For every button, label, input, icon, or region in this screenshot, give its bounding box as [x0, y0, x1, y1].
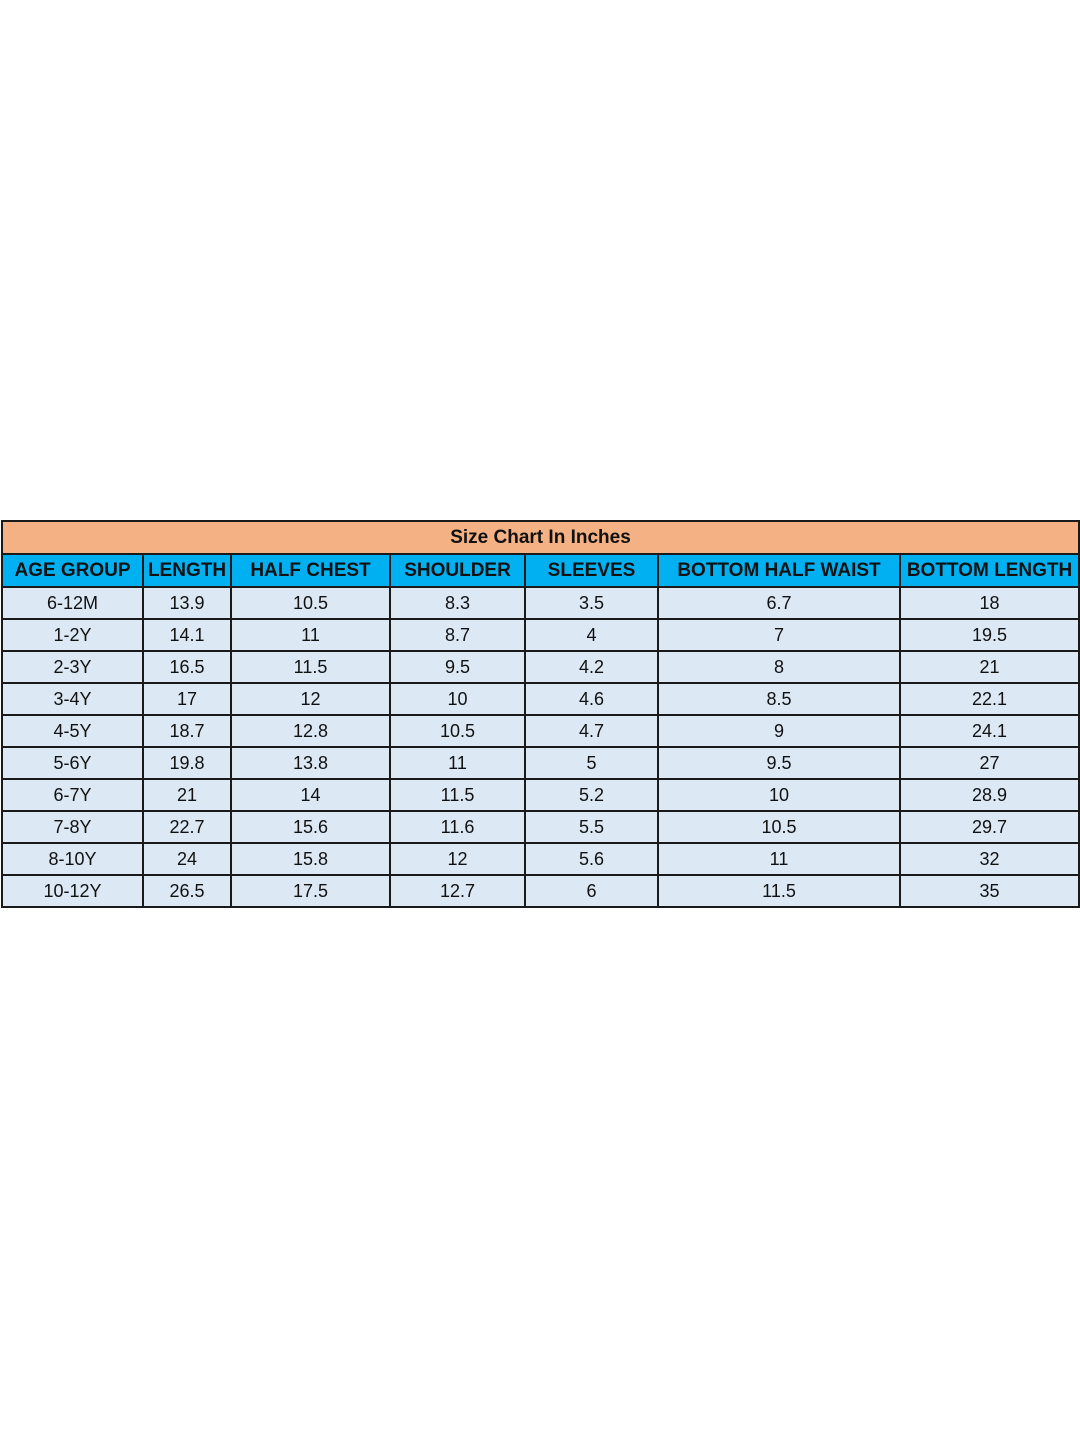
- cell-bottom-length: 21: [900, 651, 1079, 683]
- cell-age-group: 8-10Y: [2, 843, 143, 875]
- column-header-length: LENGTH: [143, 554, 231, 587]
- table-row: [2, 843, 1079, 875]
- cell-sleeves: 5.2: [525, 779, 658, 811]
- cell-length: 17: [143, 683, 231, 715]
- cell-length: 24: [143, 843, 231, 875]
- cell-bottom-half-waist: 10: [658, 779, 900, 811]
- cell-half-chest: 14: [231, 779, 390, 811]
- cell-shoulder: 11: [390, 747, 525, 779]
- cell-age-group: 7-8Y: [2, 811, 143, 843]
- cell-bottom-half-waist: 9: [658, 715, 900, 747]
- cell-half-chest: 15.8: [231, 843, 390, 875]
- cell-length: 14.1: [143, 619, 231, 651]
- cell-bottom-length: 28.9: [900, 779, 1079, 811]
- cell-bottom-half-waist: 6.7: [658, 587, 900, 619]
- cell-shoulder: 8.7: [390, 619, 525, 651]
- cell-shoulder: 10: [390, 683, 525, 715]
- cell-bottom-length: 19.5: [900, 619, 1079, 651]
- cell-age-group: 6-7Y: [2, 779, 143, 811]
- table-row: [2, 747, 1079, 779]
- table-row: [2, 683, 1079, 715]
- cell-shoulder: 11.6: [390, 811, 525, 843]
- table-row: [2, 587, 1079, 619]
- cell-sleeves: 4.6: [525, 683, 658, 715]
- cell-sleeves: 4.2: [525, 651, 658, 683]
- cell-bottom-half-waist: 9.5: [658, 747, 900, 779]
- table-row: [2, 779, 1079, 811]
- cell-bottom-length: 18: [900, 587, 1079, 619]
- cell-length: 26.5: [143, 875, 231, 907]
- table-row: [2, 811, 1079, 843]
- cell-half-chest: 17.5: [231, 875, 390, 907]
- cell-bottom-half-waist: 11.5: [658, 875, 900, 907]
- cell-length: 18.7: [143, 715, 231, 747]
- column-header-sleeves: SLEEVES: [525, 554, 658, 587]
- cell-sleeves: 5.6: [525, 843, 658, 875]
- cell-half-chest: 10.5: [231, 587, 390, 619]
- table-row: [2, 619, 1079, 651]
- cell-shoulder: 12: [390, 843, 525, 875]
- cell-sleeves: 5.5: [525, 811, 658, 843]
- size-chart-table: [1, 520, 1080, 908]
- cell-bottom-length: 27: [900, 747, 1079, 779]
- cell-shoulder: 9.5: [390, 651, 525, 683]
- size-chart: [1, 520, 1078, 908]
- cell-half-chest: 12: [231, 683, 390, 715]
- cell-sleeves: 3.5: [525, 587, 658, 619]
- cell-length: 13.9: [143, 587, 231, 619]
- column-header-age-group: AGE GROUP: [2, 554, 143, 587]
- column-header-bottom-length: BOTTOM LENGTH: [900, 554, 1079, 587]
- cell-sleeves: 4.7: [525, 715, 658, 747]
- cell-length: 16.5: [143, 651, 231, 683]
- cell-sleeves: 4: [525, 619, 658, 651]
- title-row: [2, 521, 1079, 554]
- cell-half-chest: 13.8: [231, 747, 390, 779]
- cell-age-group: 6-12M: [2, 587, 143, 619]
- cell-age-group: 5-6Y: [2, 747, 143, 779]
- table-row: [2, 651, 1079, 683]
- cell-shoulder: 10.5: [390, 715, 525, 747]
- table-row: [2, 715, 1079, 747]
- cell-length: 21: [143, 779, 231, 811]
- cell-bottom-half-waist: 8: [658, 651, 900, 683]
- cell-age-group: 3-4Y: [2, 683, 143, 715]
- cell-length: 19.8: [143, 747, 231, 779]
- cell-shoulder: 8.3: [390, 587, 525, 619]
- cell-sleeves: 5: [525, 747, 658, 779]
- cell-half-chest: 12.8: [231, 715, 390, 747]
- cell-half-chest: 11.5: [231, 651, 390, 683]
- cell-age-group: 2-3Y: [2, 651, 143, 683]
- cell-age-group: 1-2Y: [2, 619, 143, 651]
- cell-length: 22.7: [143, 811, 231, 843]
- cell-bottom-length: 35: [900, 875, 1079, 907]
- column-header-half-chest: HALF CHEST: [231, 554, 390, 587]
- cell-bottom-length: 29.7: [900, 811, 1079, 843]
- cell-age-group: 10-12Y: [2, 875, 143, 907]
- cell-bottom-length: 24.1: [900, 715, 1079, 747]
- cell-sleeves: 6: [525, 875, 658, 907]
- cell-bottom-length: 22.1: [900, 683, 1079, 715]
- cell-bottom-half-waist: 10.5: [658, 811, 900, 843]
- cell-bottom-half-waist: 7: [658, 619, 900, 651]
- table-title: Size Chart In Inches: [2, 521, 1079, 554]
- cell-shoulder: 11.5: [390, 779, 525, 811]
- cell-half-chest: 15.6: [231, 811, 390, 843]
- cell-bottom-length: 32: [900, 843, 1079, 875]
- cell-bottom-half-waist: 11: [658, 843, 900, 875]
- table-row: [2, 875, 1079, 907]
- column-header-shoulder: SHOULDER: [390, 554, 525, 587]
- cell-age-group: 4-5Y: [2, 715, 143, 747]
- cell-half-chest: 11: [231, 619, 390, 651]
- header-row: [2, 554, 1079, 587]
- cell-shoulder: 12.7: [390, 875, 525, 907]
- column-header-bottom-half-waist: BOTTOM HALF WAIST: [658, 554, 900, 587]
- cell-bottom-half-waist: 8.5: [658, 683, 900, 715]
